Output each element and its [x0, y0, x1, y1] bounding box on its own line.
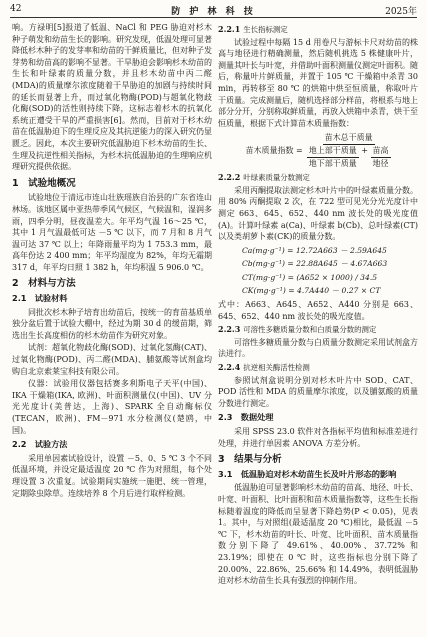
- formula-lhs: 苗木质量指数 =: [245, 145, 303, 155]
- sub-numerator: 地上部干质量: [307, 145, 359, 158]
- design-paragraph: 采用单因素试验设计，设置 －5、0、5 ℃ 3 个不同低温环境，并设定最适温度 20 ℃ 作为对照组，每个处理设置 3 次重复。试验期间实施统一施肥、统一管理，定期除虫除草。连续培养 8 个月后进行取样检测。: [12, 453, 212, 498]
- journal-name: 防 护 林 科 技: [171, 7, 256, 17]
- equation-ca: Ca(mg·g⁻¹) = 12.72A663 － 2.59A645: [242, 245, 387, 255]
- issue-year: 2025年: [385, 7, 417, 17]
- materials-paragraph: 同批次杉木种子培育出幼苗后，按统一的育苗基质单独分盆后置于试验大棚中，经过为期 30 d 的缓苗期，筛选出生长高度相仿的杉木幼苗作为研究对象。: [12, 307, 212, 340]
- formula-height-diameter: [371, 145, 391, 169]
- growth-method-paragraph: 试验过程中每隔 15 d 用卷尺与游标卡尺对幼苗的株高与地径进行精确测量，然后随机挑选 5 株健康叶片，测量其叶长与叶宽，并借助叶面积测量仪测定叶面积。随后，称量叶片鲜质量，并置于 105 ℃ 干燥箱中杀青 30 min，再转移至 80 ℃ 的烘箱中烘至恒质量，称取叶片干质量。完成测量后，随机选择部分样苗，将根系与地上部分分开，分别称取鲜质量，再放入烘箱中杀青，烘干至恒质量，根据下式计算苗木质量指数：: [218, 37, 418, 128]
- formula-numerator: 苗木总干质量: [323, 132, 375, 145]
- section-2-2-heading: 2.2 试验方法: [12, 439, 68, 450]
- section-number: 2.2.1: [218, 24, 241, 34]
- section-title: 可溶性多糖质量分数和白质量分数的测定: [243, 325, 377, 335]
- running-header: [10, 4, 417, 18]
- sub-denominator: 地下部干质量: [308, 158, 357, 168]
- instruments-paragraph: 仪器：试验用仪器包括赛多利斯电子天平(中国)、IKA 干燥箱(IKA, 欧洲)、叶面积测量仪(中国)、UV 分光光度计(美普达，上海)、SPARK 全自动酶标仪(TECAN，欧洲)、FM－971 水分检测仪(楚鸥，中国)。: [12, 379, 212, 435]
- left-column: [12, 22, 212, 500]
- section-title: 生长指标测定: [243, 25, 288, 34]
- page-number: 42: [10, 4, 22, 14]
- section-2-2-1-heading: [218, 24, 418, 36]
- section-2-1-heading: 2.1 试验材料: [12, 293, 68, 304]
- data-processing-paragraph: 采用 SPSS 23.0 软件对各指标平均值和标准差进行处理，并进行单因素 ANOVA 方差分析。: [218, 427, 418, 448]
- section-3-heading: 3 结果与分析: [218, 454, 282, 466]
- chlorophyll-method-paragraph: 采用丙酮提取法测定杉木叶片中的叶绿素质量分数。用 80% 丙酮提取 2 次，在 722 型可见光分光光度计中测定 663、645、652、440 nm 波长处的吸光度值(A)。计算叶绿素 a(Ca)、叶绿素 b(Cb)、总叶绿素(CT)以及类胡萝卜素(CK)的质量分数。: [218, 185, 418, 242]
- section-2-heading: 2 材料与方法: [12, 278, 76, 290]
- equation-ck: CK(mg·g⁻¹) = 4.7A440 － 0.27 × CT: [242, 286, 381, 296]
- formula-main-fraction: [307, 132, 391, 169]
- quality-index-formula: [218, 132, 418, 169]
- section-1-heading: 1 试验地概况: [12, 177, 76, 189]
- equation-legend: 式中：A663、A645、A652、A440 分别是 663、645、652、440 nm 波长处的吸光度值。: [218, 300, 418, 321]
- enzyme-method-paragraph: 参照试剂盒说明分别对杉木叶片中 SOD、CAT、POD 活性和 MDA 的质量摩尔浓度，以及脯氨酸的质量分数进行测定。: [218, 375, 418, 408]
- section-number: 2.2.3: [218, 324, 241, 335]
- section-title: 抗逆相关酶活性检测: [243, 363, 310, 373]
- reagents-paragraph: 试剂：超氧化物歧化酶(SOD)、过氧化氢酶(CAT)、过氧化物酶(POD)、丙二醛(MDA)、脯氨酸等试剂盒均购自北京索莱宝科技有限公司。: [12, 343, 212, 376]
- right-column: [218, 22, 418, 588]
- intro-paragraph-end: 响。方禄明[5]报道了低温、NaCl 和 PEG 胁迫对杉木种子萌发和幼苗生长的影响。研究发现，低温处理可显著降低杉木种子的发芽率和幼苗的干鲜质量比，但对种子发芽势和幼苗高的影响不显著。干旱胁迫会影响杉木幼苗的生长和叶绿素的质量分数，并且杉木幼苗中丙二醛(MDA)的质量摩尔浓度随着干旱胁迫的加剧与持续时间的延长而显著上升，而过氧化物酶(POD)与超氧化物歧化酶(SOD)的活性则持续下降，这标志着杉木的抗氧化系统正遭受干旱的严重损害[6]。然而，目前对于杉木幼苗在低温胁迫下的生理反应及其抗逆能力的深入研究仍显匮乏。因此，本次主要研究低温胁迫下杉木幼苗的生长、生理及抗逆性相关指标，为杉木抗低温胁迫的生理响应机理研究提供依据。: [12, 23, 212, 172]
- section-number: 2.2.4: [218, 362, 241, 373]
- header-rule: [10, 17, 417, 18]
- site-description: 试验地位于清远市连山壮族瑶族自治县的广东省连山林场。该地区属中亚热带季风气候区，气候温和，湿润多雨，四季分明，昼夜温差大。年平均气温 16～25 ℃，其中 1 月气温最低可达 －5 ℃ 以下，而 7 月和 8 月气温可达 37 ℃ 以上；年降雨量平均为 1 753.3 mm，最高年份达 2 400 mm；年平均湿度为 82%，年均无霜期 317 d，年平均日照 1 382 h，年均积温 5 906.0 ℃。: [12, 193, 212, 272]
- section-2-3-heading: 2.3 数据处理: [218, 412, 274, 423]
- equation-cb: Cb(mg·g⁻¹) = 22.88A645 － 4.67A663: [242, 259, 388, 269]
- section-2-2-2-heading: [218, 172, 418, 184]
- section-3-1-heading: 3.1 低温胁迫对杉木幼苗生长及叶片形态的影响: [218, 468, 397, 479]
- formula-denominator: $\frac{\text{地上部干质量}}{\text{地下部干质量}}$ + $\frac{\text{苗高}}{\text{地径}}$: [308, 145, 389, 168]
- section-number: 2.2.2: [218, 172, 241, 183]
- section-2-2-3-heading: [218, 324, 418, 336]
- polysaccharide-method-paragraph: 可溶性多糖质量分数与白质量分数测定采用试剂盒方法进行。: [218, 337, 418, 359]
- height-label: 苗高: [371, 145, 391, 158]
- section-title: 叶绿素质量分数测定: [243, 173, 310, 183]
- results-paragraph: 低温胁迫可显著影响杉木幼苗的苗高、地径、叶长、叶宽、叶面积、比叶面积和苗木质量指数等，这些生长指标随着温度的降低而呈显著下降趋势(P < 0.05)，见表 1。其中，与对照组(最适温度 20 ℃)相比，最低温 －5 ℃ 下，杉木幼苗的叶长、叶宽、比叶面积、苗木质量指数分别下降了 49.61%、40.00%、37.72% 和 23.19%；即使在 0 ℃ 时，这些指标也分别下降了 20.00%、22.86%、25.66% 和 14.49%，表明低温胁迫对杉木幼苗生长具有强烈的抑制作用。: [218, 483, 418, 586]
- formula-sub-fraction: [307, 145, 359, 169]
- diameter-label: 地径: [372, 158, 389, 168]
- section-2-2-4-heading: [218, 362, 418, 374]
- equation-ct: CT(mg·g⁻¹) = (A652 × 1000) / 34.5: [242, 272, 378, 282]
